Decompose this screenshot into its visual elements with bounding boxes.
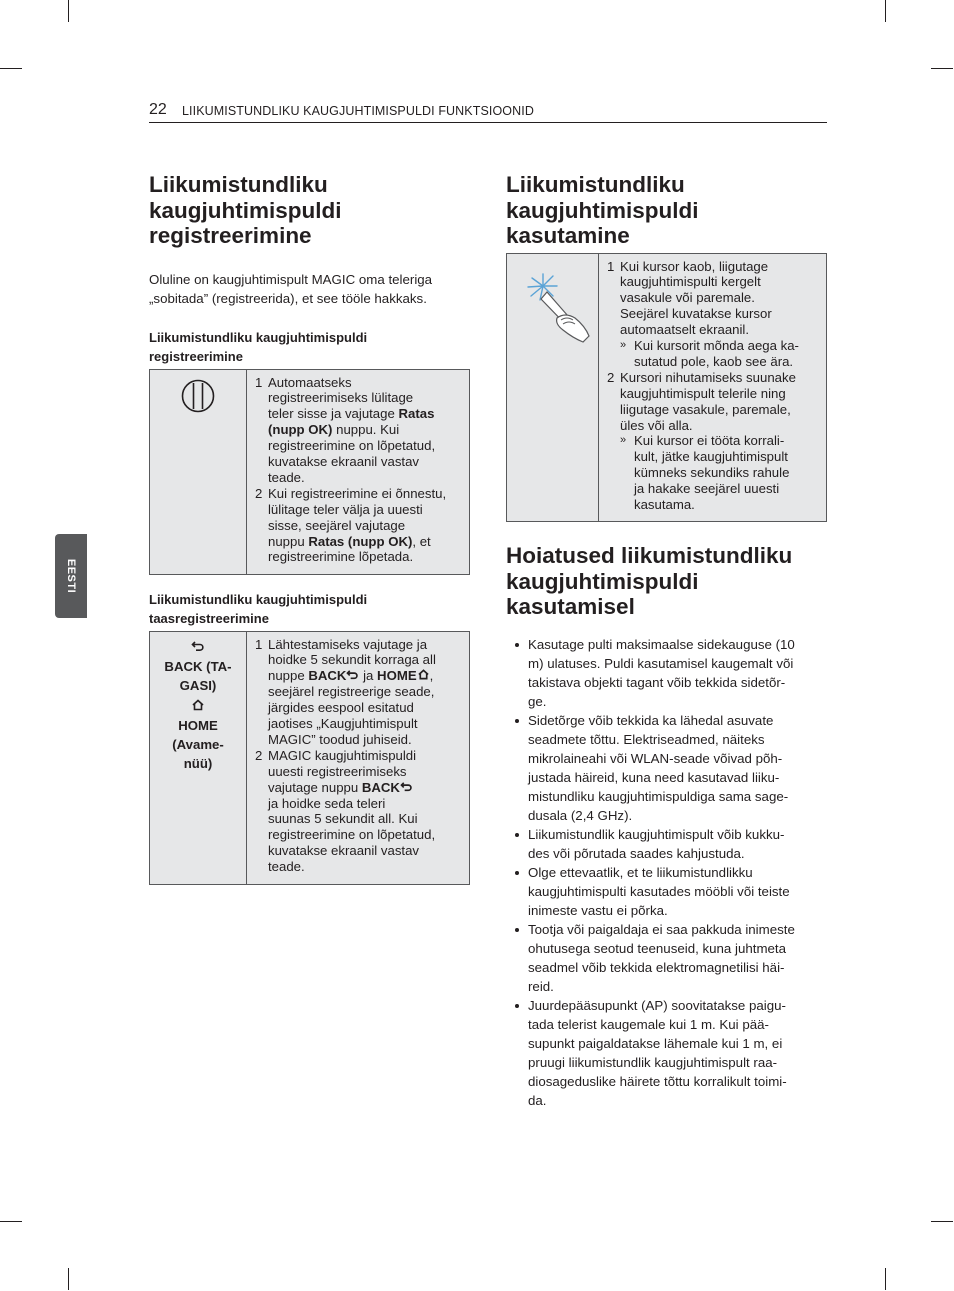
reregistration-table xyxy=(149,631,470,885)
heading-line: Hoiatused liikumistundliku xyxy=(506,543,793,568)
text-line: mistundliku kaugjuhtimispuldiga sama sage- xyxy=(528,788,789,804)
crop-mark xyxy=(885,0,886,22)
crop-mark xyxy=(68,0,69,22)
home-button-label xyxy=(150,716,246,773)
note-item xyxy=(620,338,820,370)
text-line: des või põrutada saades kahjustuda. xyxy=(528,845,745,861)
text-line: justada häireid, kuna need kasutavad liiku- xyxy=(528,769,780,785)
text-line: üles või alla. xyxy=(620,417,693,433)
section-title: LIIKUMISTUNDLIKU KAUGJUHTIMISPULDI FUNKTSIOONID xyxy=(182,104,534,118)
text-line: kasutama. xyxy=(634,497,695,513)
text-line: Oluline on kaugjuhtimispult MAGIC oma teleriga xyxy=(149,271,433,287)
step-item xyxy=(607,259,820,370)
text-line: tada telerist kaugemale kui 1 m. Kui pää- xyxy=(528,1016,769,1032)
language-tab-label: EESTI xyxy=(65,558,77,594)
step-number: 2 xyxy=(255,747,263,763)
step-item xyxy=(255,486,463,566)
text-line: registreerimiseks lülitage xyxy=(268,390,414,406)
text-line: ja hoidke seda teleri xyxy=(268,795,386,811)
ok-button-name: (nupp OK) xyxy=(268,422,333,438)
bullet-dot xyxy=(515,928,519,932)
text-line: Kui registreerimine ei õnnestu, xyxy=(268,485,447,501)
warnings-heading xyxy=(506,543,827,620)
crop-mark xyxy=(931,68,953,69)
text-line: seadmel võib tekkida elektromagnetilisi häi- xyxy=(528,959,785,975)
heading-line: kaugjuhtimispuldi xyxy=(506,197,699,223)
text-line: diosageduslike häirete tõttu korralikult toimi- xyxy=(528,1073,787,1089)
heading-line: kasutamine xyxy=(506,223,630,248)
text-line: uuesti registreerimiseks xyxy=(268,763,407,779)
warning-item xyxy=(506,825,827,863)
back-icon xyxy=(346,669,359,680)
text-line: nuppu. Kui xyxy=(332,422,400,438)
text-line: ohutusega seotud teenuseid, kuna juhtmeta xyxy=(528,940,787,956)
crop-mark xyxy=(68,1268,69,1290)
right-column xyxy=(506,172,827,1110)
text-line: nuppe xyxy=(268,668,309,684)
text-line: seejärel registreerige seade, xyxy=(268,684,435,700)
text-line: Kursori nihutamiseks suunake xyxy=(620,369,796,385)
usage-table xyxy=(506,253,827,523)
crop-mark xyxy=(931,1221,953,1222)
text-line: Lähtestamiseks vajutage ja xyxy=(268,636,428,652)
text-line: kümneks sekundiks rahule xyxy=(634,465,790,481)
left-column xyxy=(149,172,470,885)
bullet-dot xyxy=(515,833,519,837)
text-line: kult, jätke kaugjuhtimispult xyxy=(634,449,788,465)
step-number: 2 xyxy=(255,485,263,501)
text-line: kaugjuhtimispulti kasutades mööbli või teiste xyxy=(528,883,790,899)
warning-item xyxy=(506,711,827,825)
text-line: lülitage teler välja ja uuesti xyxy=(268,501,423,517)
text-line: sisse, seejärel vajutage xyxy=(268,517,406,533)
text-line: registreerimine lõpetada. xyxy=(268,549,414,565)
text-line: dusala (2,4 GHz). xyxy=(528,807,633,823)
text-line: reid. xyxy=(528,978,554,994)
text-line: sutatud pole, kaob see ära. xyxy=(634,353,794,369)
text-line: nuppu xyxy=(268,533,309,549)
heading-line: Liikumistundliku xyxy=(506,172,685,197)
text-line: Olge ettevaatlik, et te liikumistundlikku xyxy=(528,864,753,880)
wheel-button-icon xyxy=(180,378,216,414)
reregistration-subheading xyxy=(149,590,470,628)
text-line: takistava objekti tagant võib tekkida sidetõr- xyxy=(528,674,786,690)
label-line: GASI) xyxy=(179,677,217,693)
reregistration-steps xyxy=(247,631,470,884)
text-line: teler sisse ja vajutage xyxy=(268,406,399,422)
home-button-name: HOME xyxy=(377,668,417,684)
text-line: „sobitada” (registreerida), et see tööle hakkaks. xyxy=(149,290,427,306)
subhead-line: registreerimine xyxy=(149,348,243,364)
text-line: vajutage nuppu xyxy=(268,779,362,795)
text-line: inimeste vastu ei põrka. xyxy=(528,902,668,918)
wheel-button-name: Ratas xyxy=(398,406,435,422)
warning-item xyxy=(506,863,827,920)
label-line: (Avame- xyxy=(172,736,224,752)
text-line: ge. xyxy=(528,693,547,709)
heading-line: registreerimine xyxy=(149,223,312,248)
text-line: kuvatakse ekraanil vastav xyxy=(268,454,419,470)
step-number: 1 xyxy=(255,636,263,652)
warning-item xyxy=(506,996,827,1110)
warning-item xyxy=(506,635,827,711)
text-line: pruugi liikumistundlik kaugjuhtimispult raa- xyxy=(528,1054,778,1070)
back-icon xyxy=(400,781,413,792)
text-line: jaotises „Kaugjuhtimispult xyxy=(268,716,418,732)
subhead-line: Liikumistundliku kaugjuhtimispuldi xyxy=(149,591,368,607)
usage-heading xyxy=(506,172,827,249)
back-icon xyxy=(191,640,205,652)
registration-heading xyxy=(149,172,470,249)
text-line: Seejärel kuvatakse kursor xyxy=(620,306,772,322)
crop-mark xyxy=(0,68,22,69)
text-line: Liikumistundlik kaugjuhtimispult võib kukku- xyxy=(528,826,785,842)
text-line: registreerimine on lõpetatud, xyxy=(268,827,436,843)
text-line: supunkt paigaldatakse lähemale kui 1 m, ei xyxy=(528,1035,783,1051)
text-line: kuvatakse ekraanil vastav xyxy=(268,843,419,859)
step-item xyxy=(607,370,820,513)
text-line: suunas 5 sekundit all. Kui xyxy=(268,811,418,827)
text-line: Tootja või paigaldaja ei saa pakkuda inimeste xyxy=(528,921,795,937)
remote-pointing-illustration xyxy=(513,266,593,346)
step-number: 1 xyxy=(255,374,263,390)
warning-item xyxy=(506,920,827,996)
note-marker: » xyxy=(620,339,627,352)
text-line: Kui kursorit mõnda aega ka- xyxy=(634,338,799,354)
step-item xyxy=(255,375,463,486)
crop-mark xyxy=(0,1221,22,1222)
home-icon xyxy=(417,669,430,680)
text-line: , et xyxy=(412,533,431,549)
heading-line: kaugjuhtimispuldi xyxy=(149,197,342,223)
language-tab xyxy=(55,534,87,618)
text-line: ja hakake seejärel uuesti xyxy=(634,481,780,497)
bullet-dot xyxy=(515,871,519,875)
text-line: m) ulatuses. Puldi kasutamisel kaugemalt või xyxy=(528,655,794,671)
text-line: Sidetõrge võib tekkida ka lähedal asuvate xyxy=(528,712,774,728)
text-line: MAGIC” toodud juhiseid. xyxy=(268,731,412,747)
text-line: seadmete tõttu. Elektriseadmed, näiteks xyxy=(528,731,765,747)
registration-steps xyxy=(247,369,470,574)
registration-subheading xyxy=(149,328,470,366)
text-line: Kui kursor kaob, liigutage xyxy=(620,258,769,274)
back-home-cell xyxy=(150,631,247,884)
wheel-button-cell xyxy=(150,369,247,574)
text-line: Juurdepääsupunkt (AP) soovitatakse paigu- xyxy=(528,997,786,1013)
subhead-line: taasregistreerimine xyxy=(149,610,269,626)
note-marker: » xyxy=(620,434,627,447)
back-button-name: BACK xyxy=(361,779,400,795)
remote-illustration-cell xyxy=(507,253,599,522)
bullet-dot xyxy=(515,719,519,723)
text-line: teade. xyxy=(268,859,305,875)
text-line: järgides eespool esitatud xyxy=(268,700,414,716)
page-header xyxy=(149,101,827,123)
text-line: registreerimine on lõpetatud, xyxy=(268,438,436,454)
page-number: 22 xyxy=(149,101,167,118)
home-icon xyxy=(191,699,205,711)
text-line: teade. xyxy=(268,469,305,485)
label-line: BACK (TA- xyxy=(164,658,232,674)
note-item xyxy=(620,433,820,513)
text-line: mikrolaineahi või WLAN-seade võivad põh- xyxy=(528,750,783,766)
text-line: da. xyxy=(528,1092,547,1108)
wheel-button-name: Ratas (nupp OK) xyxy=(308,533,413,549)
text-line: automaatselt ekraanil. xyxy=(620,322,750,338)
text-line: vasakule või paremale. xyxy=(620,290,755,306)
step-item xyxy=(255,637,463,748)
heading-line: kasutamisel xyxy=(506,594,635,619)
text-line: kaugjuhtimispult telerile ning xyxy=(620,385,786,401)
text-line: kaugjuhtimispulti kergelt xyxy=(620,274,761,290)
step-number: 2 xyxy=(607,369,615,385)
crop-mark xyxy=(885,1268,886,1290)
text-line: liigutage vasakule, paremale, xyxy=(620,401,791,417)
text-line: hoidke 5 sekundit korraga all xyxy=(268,652,436,668)
back-button-label xyxy=(150,657,246,695)
step-item xyxy=(255,748,463,875)
registration-table xyxy=(149,369,470,575)
text-line: Automaatseks xyxy=(268,374,352,390)
label-line: nüü) xyxy=(183,755,213,771)
text-line: Kui kursor ei tööta korrali- xyxy=(634,433,785,449)
text-line: ja xyxy=(359,668,378,684)
text-line: Kasutage pulti maksimaalse sidekauguse (10 xyxy=(528,636,795,652)
usage-steps xyxy=(599,253,827,522)
warnings-list xyxy=(506,635,827,1110)
bullet-dot xyxy=(515,643,519,647)
intro-paragraph xyxy=(149,270,470,308)
heading-line: kaugjuhtimispuldi xyxy=(506,568,699,594)
label-line: HOME xyxy=(178,717,218,733)
text-line: , xyxy=(429,668,434,684)
bullet-dot xyxy=(515,1004,519,1008)
back-button-name: BACK xyxy=(308,668,347,684)
heading-line: Liikumistundliku xyxy=(149,172,328,197)
subhead-line: Liikumistundliku kaugjuhtimispuldi xyxy=(149,329,368,345)
text-line: MAGIC kaugjuhtimispuldi xyxy=(268,747,417,763)
step-number: 1 xyxy=(607,258,615,274)
